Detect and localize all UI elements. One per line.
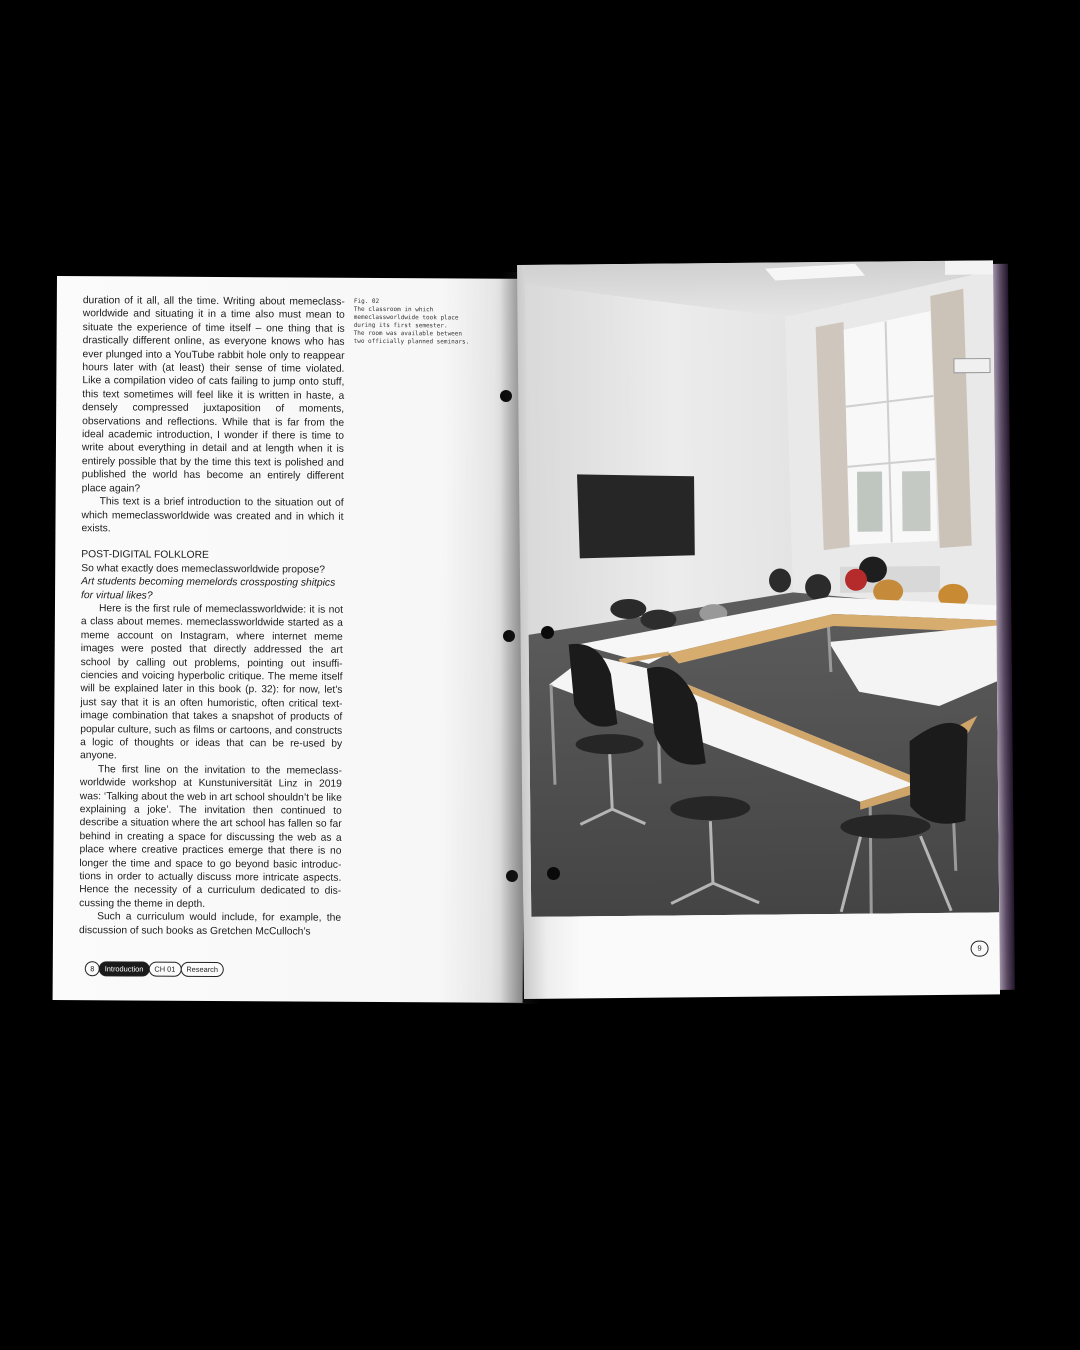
tag-chapter: CH 01 bbox=[148, 962, 181, 977]
paragraph: This text is a brief introduction to the situation out of which memeclassworldwide was created and in which it exists. bbox=[81, 496, 344, 535]
left-page bbox=[53, 276, 527, 1003]
binder-hole bbox=[541, 626, 554, 639]
section-heading: POST-DIGITAL FOLKLORE bbox=[81, 549, 209, 562]
right-page bbox=[517, 260, 1000, 999]
caption-line: memeclassworldwide took place bbox=[353, 313, 459, 322]
binder-hole bbox=[547, 867, 560, 880]
figure-caption bbox=[354, 298, 482, 347]
section-lead-italic: Art students becoming memelords crossposting shitpics for virtual likes? bbox=[81, 576, 336, 602]
caption-line: The classroom in which bbox=[353, 305, 434, 314]
tag-research: Research bbox=[180, 962, 224, 977]
caption-line: two officially planned seminars. bbox=[353, 337, 470, 346]
paragraph: The first line on the invitation to the memeclassworldwide workshop at Kunstuniversität Linz in 2019 was: ‘Talking about the web in art school shouldn’t be like explaining a joke’. The invitation then continued to describe a situation where the art school has fallen so far behind in creating a space for discussing the web as a place where creative practices emerge that there is no longer the time and space to go beyond basic introductions in order to actually discuss more intricate aspects. Hence the necessity of a curriculum dedicated to discussing the theme in depth. bbox=[79, 764, 343, 910]
caption-line: The room was available between bbox=[353, 329, 463, 338]
tag-introduction: Introduction bbox=[99, 961, 150, 976]
figure-label: Fig. 02 bbox=[353, 297, 380, 305]
classroom-illustration bbox=[525, 260, 999, 916]
classroom-photo bbox=[525, 260, 999, 916]
paragraph: duration of it all, all the time. Writing about memeclassworldwide and situating it in a time also must mean to situate the experience of time itself – one thing that is drastically different online, as everyone knows who has ever plunged into a YouTube rabbit hole only to reappear hours later with (at least) their sense of time violated. Like a compilation video of cats failing to jump onto stuff, this text sometimes will feel like it is written in haste, a densely compressed juxtaposition of moments, observations and reflections. While that is far from the ideal academic introduction, I wonder if there is time to write about everything in detail and at length when it is entirely possible that by the time this text is polished and published the world has become an entirely different place again? bbox=[81, 295, 345, 495]
caption-line: during its first semester. bbox=[353, 321, 448, 330]
page-footer bbox=[85, 961, 223, 977]
paragraph: Such a curriculum would include, for example, the discussion of such books as Gretchen McCulloch’s bbox=[78, 911, 342, 938]
paragraph: Here is the first rule of memeclassworldwide: it is not a class about memes. memeclassworldwide started as a meme account on Instagram, where internet meme images were posted that directly addressed the art school by calling out problems, pointing out insufficiencies and voicing hyperbolic critique. The meme itself will be explained later in this book (p. 32): for now, let’s just say that it is an often humoristic, often critical text-image combination that takes a snapshot of products of popular culture, such as films or cartoons, and constructs a logic of thoughts or ideas that can be re-used by anyone. bbox=[80, 603, 343, 762]
page-number-left: 8 bbox=[85, 961, 100, 976]
page-number-right: 9 bbox=[971, 941, 989, 957]
section-lead: So what exactly does memeclassworldwide propose? bbox=[81, 562, 326, 576]
body-text bbox=[79, 294, 345, 939]
